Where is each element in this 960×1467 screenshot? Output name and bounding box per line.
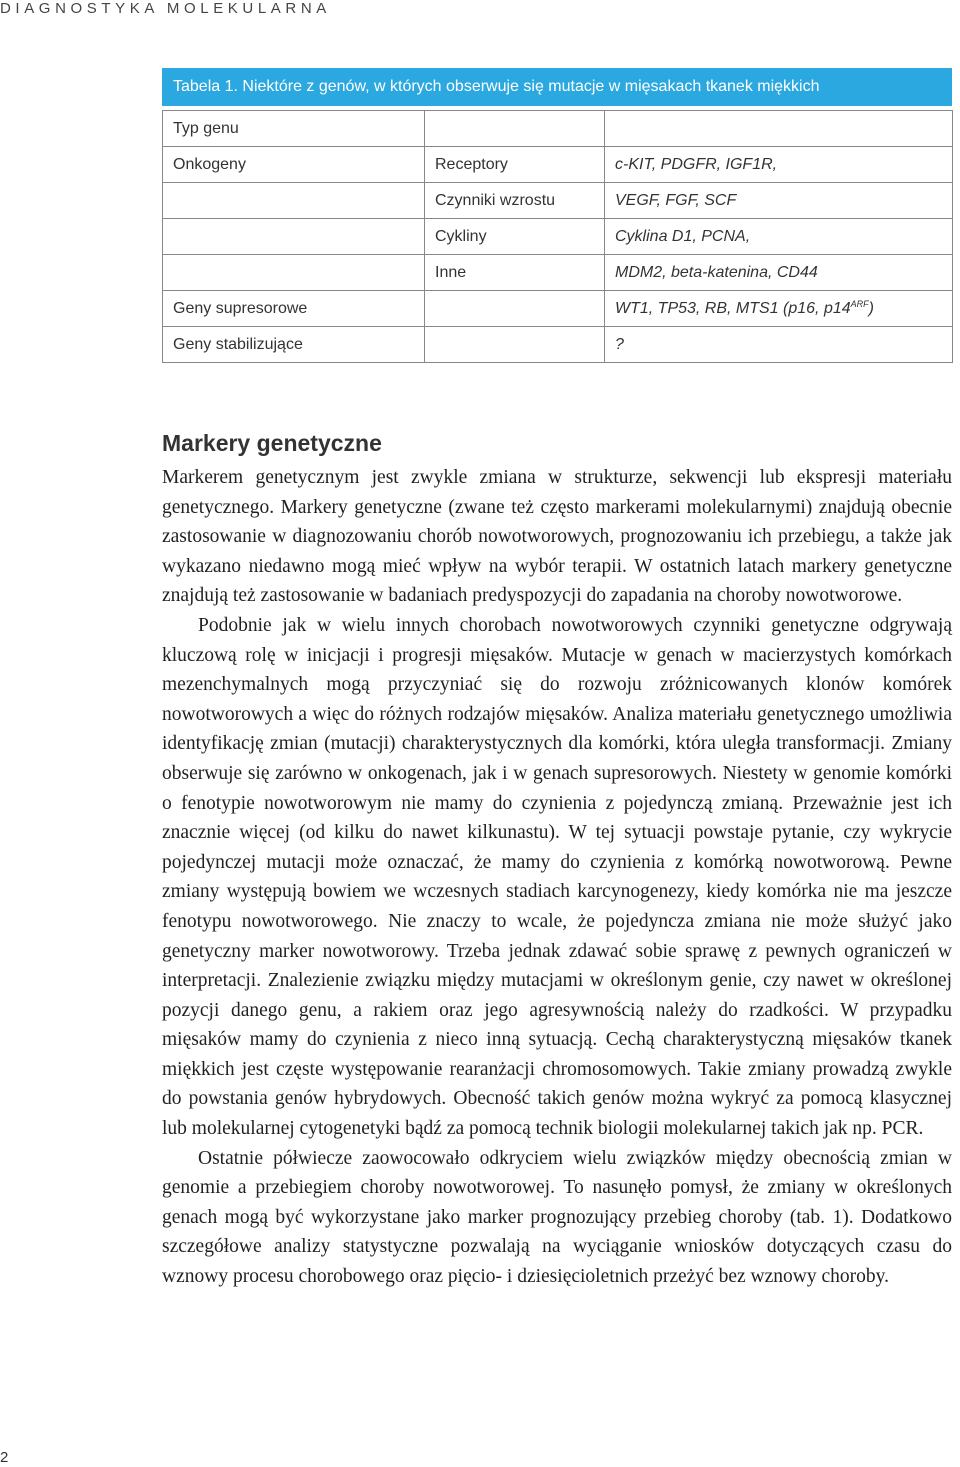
section-heading: Markery genetyczne [162,430,382,456]
gene-superscript: ARF [850,299,869,309]
running-head: DIAGNOSTYKA MOLEKULARNA [0,0,331,17]
paragraph: Ostatnie półwiecze zaowocowało odkryciem wielu związków między obecnością zmian w genomie a przebiegiem choroby nowotworowej. To nasunęło pomysł, że zmiany w określonych genach mogą być wykorzystane jako marker prognozujący przebieg choroby (tab. 1). Dodatkowo szczegółowe analizy statystyczne pozwalają na wyciąganie wniosków dotyczących czasu do wznowy procesu chorobowego oraz pięcio- i dziesięcioletnich przeżyć bez wznowy choroby. [162,1147,952,1288]
gene-category: Onkogeny [163,147,425,183]
table-header-empty [605,111,953,147]
gene-list: ? [605,327,953,363]
table-header-empty [425,111,605,147]
body-text [162,463,952,1292]
table-row [163,327,953,363]
table-header-cell: Typ genu [163,111,425,147]
gene-subtype: Inne [425,255,605,291]
gene-list-cell [605,291,953,327]
gene-list: Cyklina D1, PCNA, [605,219,953,255]
gene-list: VEGF, FGF, SCF [605,183,953,219]
table-row [163,183,953,219]
gene-subtype: Receptory [425,147,605,183]
gene-subtype [425,327,605,363]
table-row [163,219,953,255]
paragraph: Podobnie jak w wielu innych chorobach nowotworowych czynniki genetyczne odgrywają kluczową rolę w inicjacji i progresji mięsaków. Mutacje w genach w macierzystych komórkach mezenchymalnych mogą przyczyniać się do rozwoju zróżnicowanych klonów komórek nowotworowych a więc do różnych rodzajów mięsaków. Analiza materiału genetycznego umożliwia identyfikację zmian (mutacji) charakterystycznych dla komórki, która uległa transformacji. Zmiany obserwuje się zarówno w onkogenach, jak i w genach supresorowych. Niestety w genomie komórki o fenotypie nowotworowym nie mamy do czynienia z pojedynczą zmianą. Przeważnie jest ich znacznie więcej (od kilku do nawet kilkunastu). W tej sytuacji powstaje pytanie, czy wykrycie pojedynczej mutacji może oznaczać, że mamy do czynienia z komórką nowotworową. Pewne zmiany występują bowiem we wczesnych stadiach karcynogenezy, kiedy komórka nie ma jeszcze fenotypu nowotworowego. Nie znaczy to wcale, że pojedyncza zmiana nie może służyć jako genetyczny marker nowotworowy. Trzeba jednak zdawać sobie sprawę z pewnych ograniczeń w interpretacji. Znalezienie związku między mutacjami w określonym genie, czy nawet w określonej pozycji danego genu, a rakiem oraz jego agresywnością należy do rzadkości. W przypadku mięsaków mamy do czynienia z nieco inną sytuacją. Cechą charakterystyczną mięsaków tkanek miękkich jest częste występowanie rearanżacji chromosomowych. Takie zmiany prowadzą zwykle do powstania genów hybrydowych. Obecność takich genów można wykryć za pomocą klasycznej lub molekularnej cytogenetyki bądź za pomocą technik biologii molekularnej takich jak np. PCR. [162,614,952,1140]
gene-category [163,219,425,255]
gene-category [163,255,425,291]
table-header-row [163,111,953,147]
gene-subtype [425,291,605,327]
gene-list: WT1, TP53, RB, MTS1 (p16, p14 [615,300,851,317]
paragraph: Markerem genetycznym jest zwykle zmiana w strukturze, sekwencji lub ekspresji materiału genetycznego. Markery genetyczne (zwane też często markerami molekularnymi) znajdują obecnie zastosowanie w diagnozowaniu chorób nowotworowych, prognozowaniu ich przebiegu, a także jak wykazano niedawno mogą mieć wpływ na wybór terapii. W ostatnich latach markery genetyczne znajdują też zastosowanie w badaniach predyspozycji do zapadania na choroby nowotworowe. [162,467,952,607]
gene-category [163,183,425,219]
gene-list: MDM2, beta-katenina, CD44 [605,255,953,291]
table-row [163,147,953,183]
page-number: 2 [0,1449,9,1466]
gene-category: Geny stabilizujące [163,327,425,363]
table-row [163,255,953,291]
table-caption: Tabela 1. Niektóre z genów, w których obserwuje się mutacje w mięsakach tkanek miękkich [162,68,952,106]
gene-list: c-KIT, PDGFR, IGF1R, [605,147,953,183]
gene-subtype: Czynniki wzrostu [425,183,605,219]
table-row [163,291,953,327]
gene-category: Geny supresorowe [163,291,425,327]
gene-table [162,110,953,363]
gene-subtype: Cykliny [425,219,605,255]
gene-list-end: ) [868,300,874,317]
